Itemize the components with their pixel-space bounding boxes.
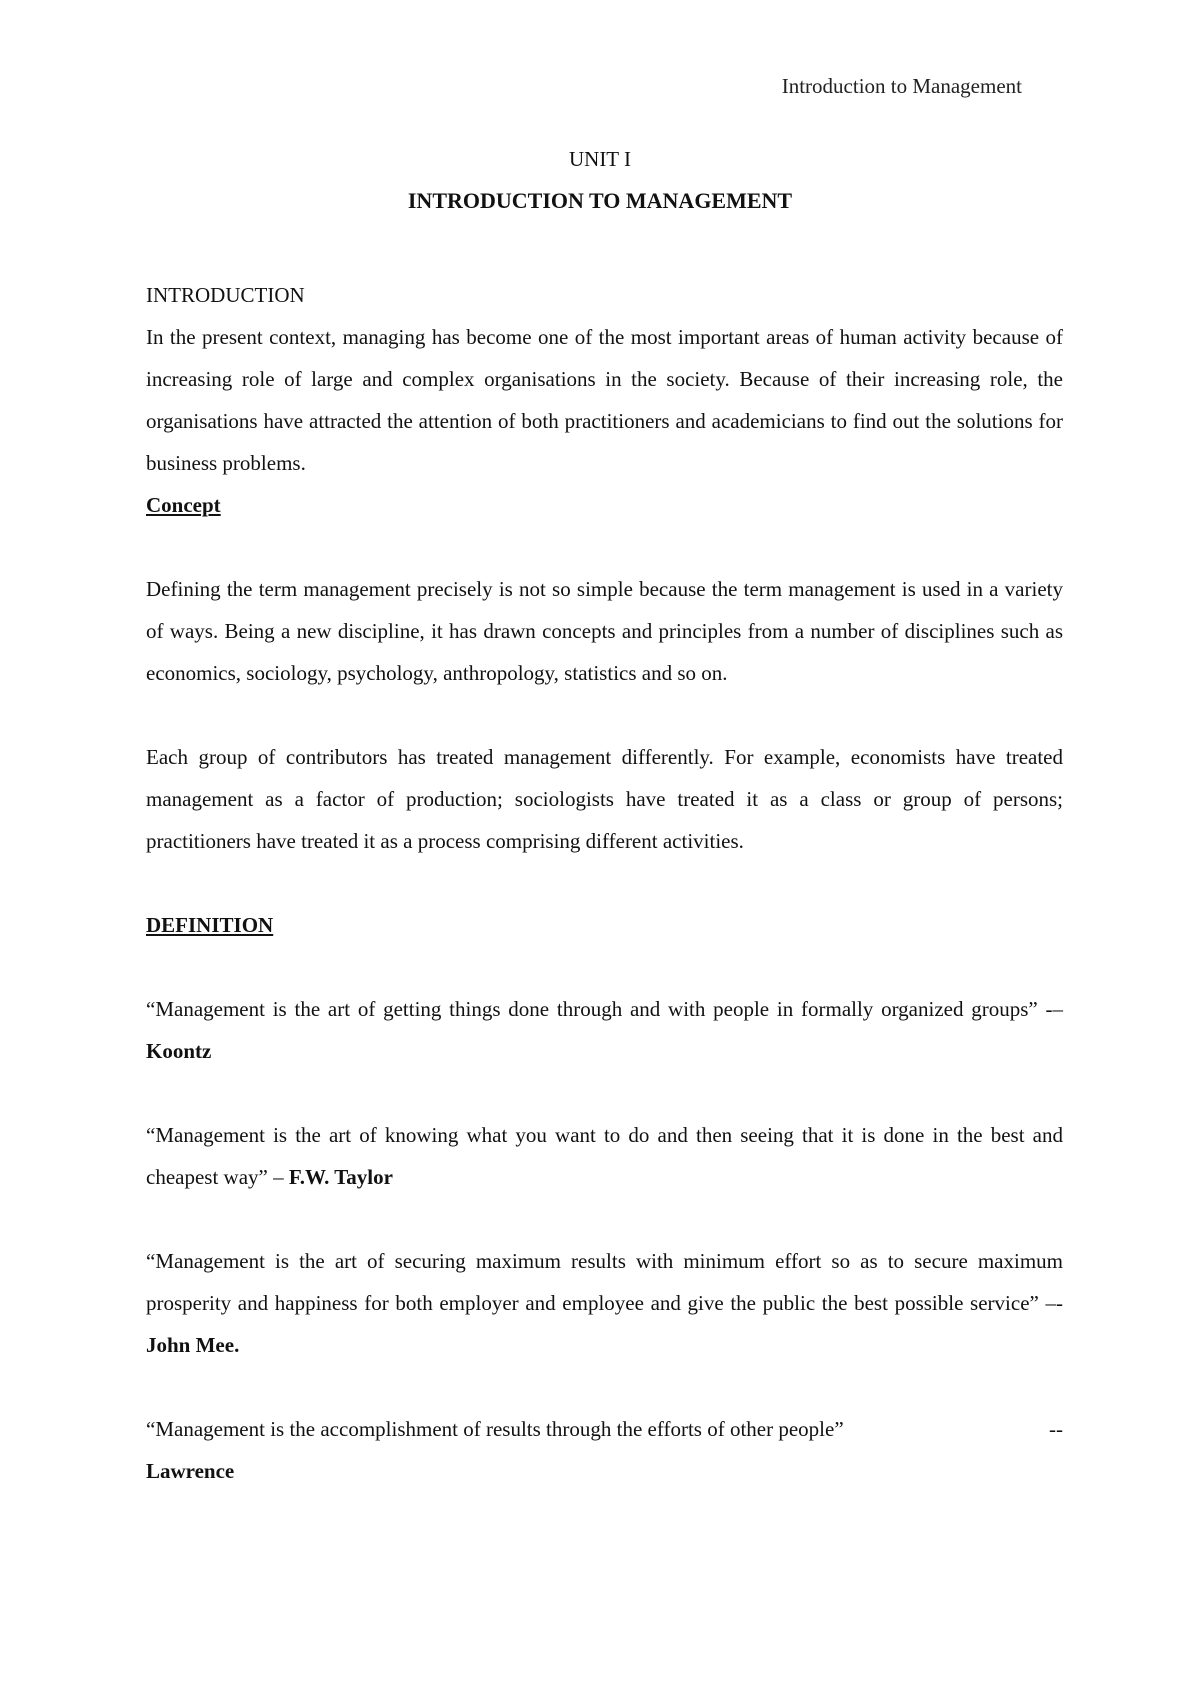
quote-author: John Mee. (146, 1333, 240, 1357)
quote-text: “Management is the art of getting things done through and with people in formally organized groups” -– (146, 997, 1063, 1021)
quote-text: “Management is the art of securing maximum results with minimum effort so as to secure maximum prosperity and happiness for both employer and employee and give the public the best possible service” –- (146, 1249, 1063, 1315)
spacer (146, 694, 1063, 736)
introduction-heading: INTRODUCTION (146, 283, 305, 307)
quote-author: Lawrence (146, 1459, 235, 1483)
definition-quote-koontz (146, 988, 1063, 1072)
spacer (146, 526, 1063, 568)
document-body (146, 274, 1063, 1492)
definition-heading: DEFINITION (146, 913, 274, 937)
quote-text: “Management is the art of knowing what you want to do and then seeing that it is done in the best and cheapest way” – (146, 1123, 1063, 1189)
spacer (146, 1072, 1063, 1114)
unit-label: UNIT I (568, 147, 631, 171)
introduction-paragraph: In the present context, managing has become one of the most important areas of human activity because of increasing role of large and complex organisations in the society. Because of their increasing role, the organisations have attracted the attention of both practitioners and academicians to find out the solutions for business problems. (146, 325, 1063, 475)
spacer (146, 946, 1063, 988)
quote-text: “Management is the accomplishment of results through the efforts of other people” (146, 1417, 844, 1441)
definition-quote-mee (146, 1240, 1063, 1366)
document-title: INTRODUCTION TO MANAGEMENT (407, 188, 793, 213)
spacer (146, 1366, 1063, 1408)
spacer (146, 862, 1063, 904)
concept-heading: Concept (146, 493, 221, 517)
concept-paragraph-1: Defining the term management precisely is not so simple because the term management is used in a variety of ways. Being a new discipline, it has drawn concepts and principles from a number of disciplines such as economics, sociology, psychology, anthropology, statistics and so on. (146, 577, 1063, 685)
running-header: Introduction to Management (781, 74, 1022, 98)
quote-dash: -- (1049, 1417, 1063, 1441)
spacer (146, 1198, 1063, 1240)
quote-author: Koontz (146, 1039, 212, 1063)
definition-quote-taylor (146, 1114, 1063, 1198)
concept-paragraph-2: Each group of contributors has treated management differently. For example, economists have treated management as a factor of production; sociologists have treated it as a class or group of persons; practitioners have treated it as a process comprising different activities. (146, 745, 1063, 853)
quote-author: F.W. Taylor (288, 1165, 393, 1189)
definition-quote-lawrence (146, 1408, 1063, 1450)
